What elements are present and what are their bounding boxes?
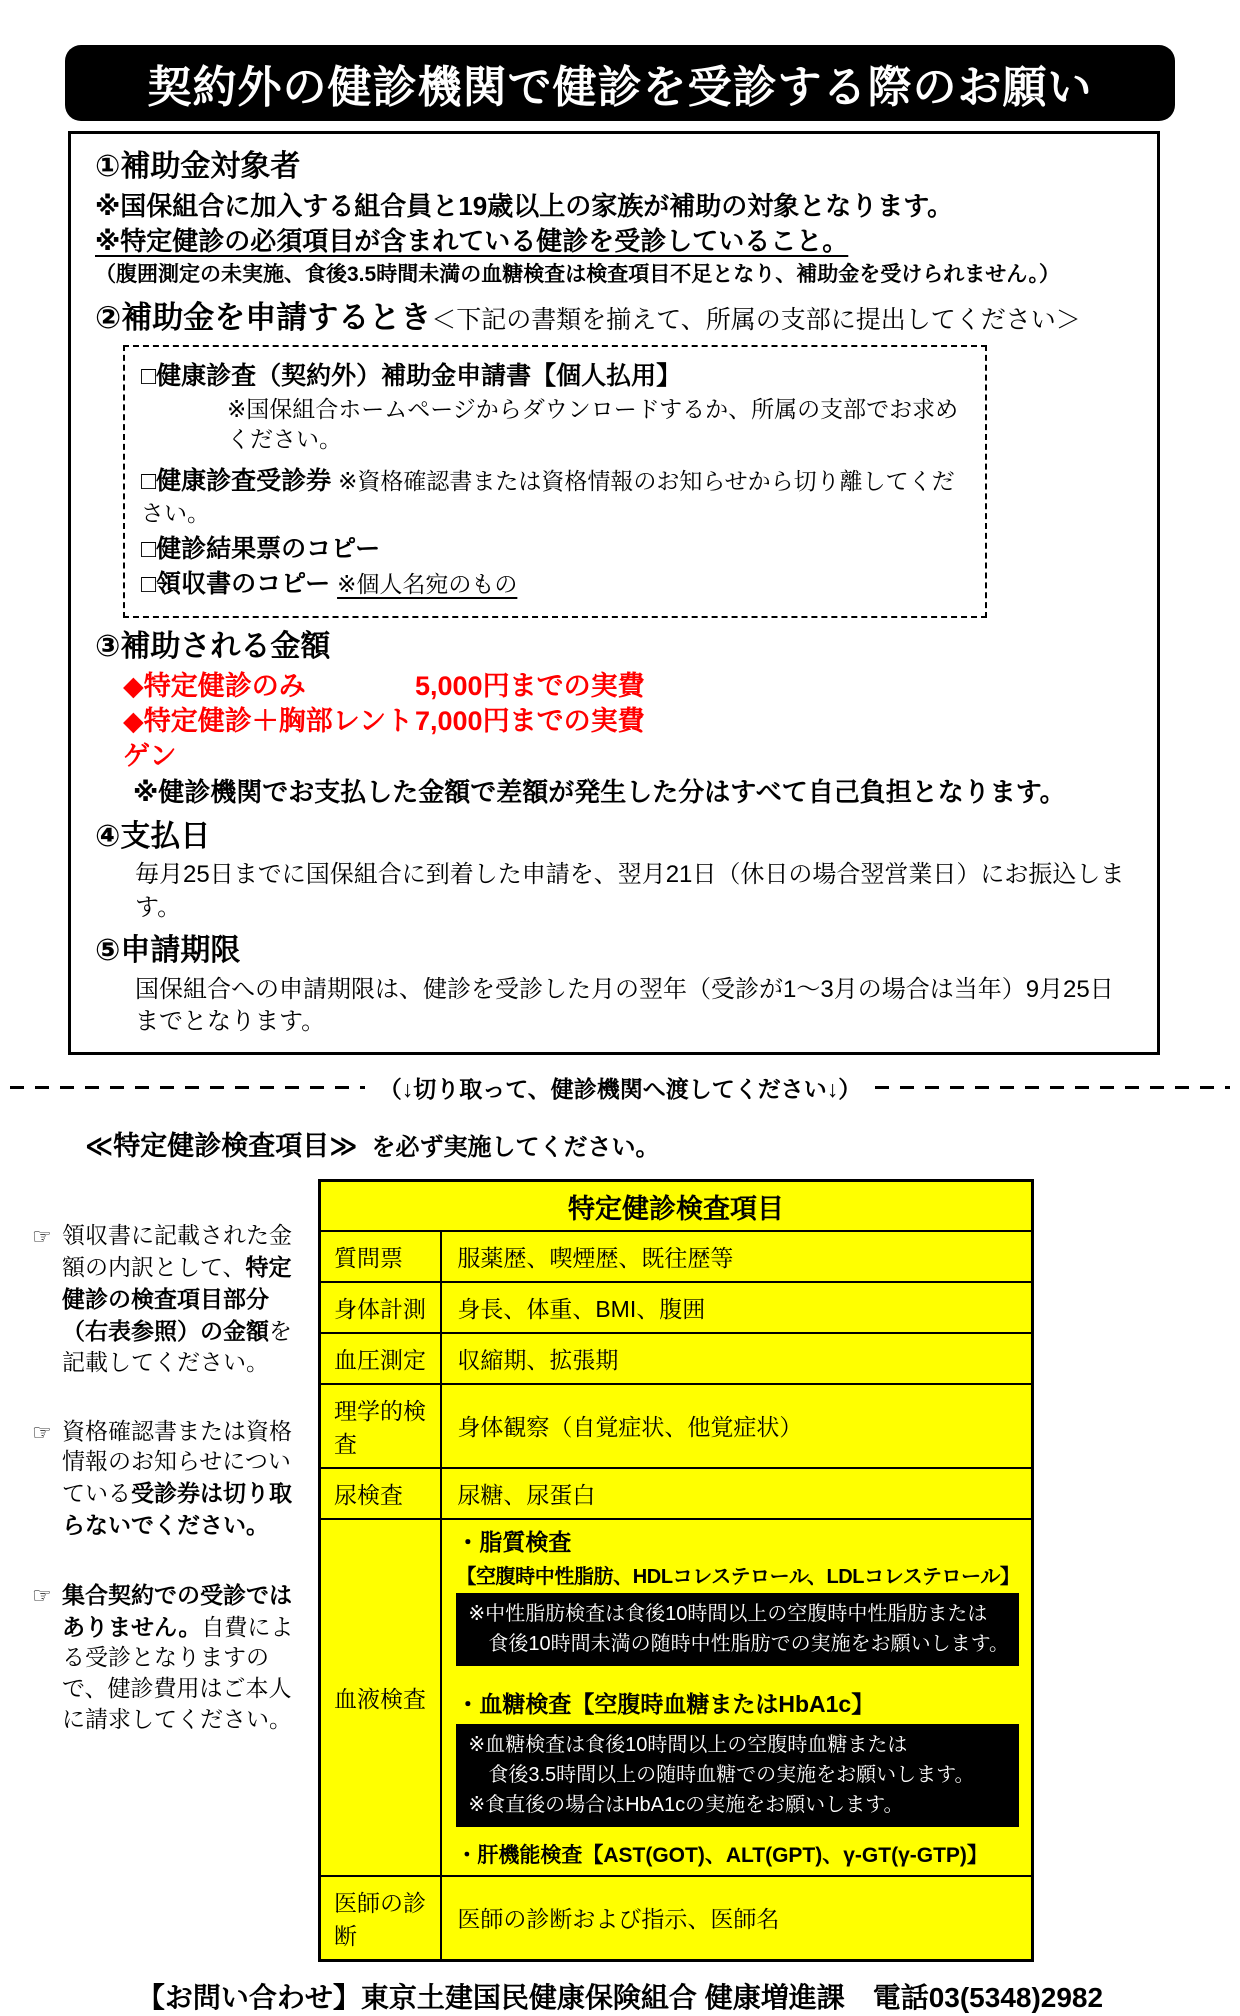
section1-note: （腹囲測定の未実施、食後3.5時間未満の血糖検査は検査項目不足となり、補助金を受けられません。） [95,263,1060,287]
section2-heading [95,298,1133,338]
row-value-cell: 服薬歴、喫煙歴、既往歴等 [441,1231,1032,1282]
subsidy-amount-value: 5,000円までの実費 [415,671,645,702]
table-title-row [320,1181,1033,1231]
exam-items-subheader-bracket: ≪特定健診検査項目≫ [85,1131,358,1162]
subsidy-amount-value: 7,000円までの実費 [415,706,645,737]
side-note-contract: ☞ 集合契約での受診ではありません。自費による受診となりますので、健診費用はご本人に請求してください。 [32,1581,294,1733]
checklist-item-application-form-note: ※国保組合ホームページからダウンロードするか、所属の支部でお求めください。 [227,396,959,453]
table-row [320,1384,1033,1468]
side-notes-column [0,1179,318,1961]
subsidy-amount-row [123,669,1133,704]
row-item-cell: 尿検査 [320,1468,442,1519]
section3-note: ※健診機関でお支払した金額で差額が発生した分はすべて自己負担となります。 [133,777,1066,808]
exam-items-subheader [85,1124,1240,1163]
table-row [320,1282,1033,1333]
side-note-receipt: ☞ 領収書に記載された金額の内訳として、特定健診の検査項目部分（右表参照）の金額を記載してください。 [32,1223,292,1375]
exam-items-subheader-rest: を必ず実施してください。 [371,1134,660,1162]
table-title: 特定健診検査項目 [320,1181,1033,1231]
table-row [320,1231,1033,1282]
checklist-item-exam-ticket: □健康診査受診券 ※資格確認書または資格情報のお知らせから切り離してください。 [141,466,955,527]
subsidy-info-box [68,131,1160,1055]
subsidy-amount-row [123,704,1133,773]
row-item-cell: 身体計測 [320,1282,442,1333]
pointing-finger-icon: ☞ [32,1582,52,1608]
section2-heading-main: ②補助金を申請するとき [95,300,432,336]
subsidy-amount-label: ◆特定健診＋胸部レントゲン [123,706,414,771]
section4-heading: ④支払日 [95,819,211,853]
blood-test-cell [441,1519,1032,1876]
cut-line [10,1071,1230,1104]
subsidy-amount-label: ◆特定健診のみ [123,671,306,702]
table-row [320,1876,1033,1961]
lipid-test-detail: 【空腹時中性脂肪、HDLコレステロール、LDLコレステロール】 [456,1565,1020,1588]
row-value-cell: 尿糖、尿蛋白 [441,1468,1032,1519]
row-item-cell: 血液検査 [320,1519,442,1876]
cut-line-label: （↓切り取って、健診機関へ渡してください↓） [378,1076,862,1103]
checklist-item-exam-ticket-note: ※資格確認書または資格情報のお知らせから切り離してください。 [141,467,955,527]
row-value-cell: 身体観察（自覚症状、他覚症状） [441,1384,1032,1468]
table-row [320,1333,1033,1384]
checklist-item-receipt-copy-note: ※個人名宛のもの [337,571,518,598]
row-value-cell: 収縮期、拡張期 [441,1333,1032,1384]
contact-info: 【お問い合わせ】東京土建国民健康保険組合 健康増進課 電話03(5348)2982 [136,1981,1104,2013]
row-value-cell: 身長、体重、BMI、腹囲 [441,1282,1032,1333]
row-item-cell: 血圧測定 [320,1333,442,1384]
pointing-finger-icon: ☞ [32,1224,52,1250]
cut-line-dash-right [875,1086,1230,1089]
row-item-cell: 医師の診断 [320,1876,442,1961]
section5-body: 国保組合への申請期限は、健診を受診した月の翌年（受診が1～3月の場合は当年）9月25日までとなります。 [135,975,1114,1036]
section1-line2: ※特定健診の必須項目が含まれている健診を受診していること。 [95,226,849,257]
section4-body: 毎月25日までに国保組合に到着した申請を、翌月21日（休日の場合翌営業日）にお振込します。 [135,861,1125,921]
glucose-test-title: ・血糖検査【空腹時血糖またはHbA1c】 [456,1690,875,1717]
document-checklist-box [123,345,987,618]
pointing-finger-icon: ☞ [32,1419,52,1445]
checklist-item-result-copy: □健診結果票のコピー [141,534,381,563]
cut-line-dash-left [10,1086,365,1089]
section1-line1: ※国保組合に加入する組合員と19歳以上の家族が補助の対象となります。 [95,190,954,221]
checklist-item-receipt-copy: □領収書のコピー ※個人名宛のもの [141,570,518,599]
checklist-item-application-form: □健康診査（契約外）補助金申請書【個人払用】 [141,361,682,390]
row-value-cell: 医師の診断および指示、医師名 [441,1876,1032,1961]
table-row-blood [320,1519,1033,1876]
page-title: 契約外の健診機関で健診を受診する際のお願い [147,63,1093,112]
lipid-test-title: ・脂質検査 [456,1528,572,1555]
row-item-cell: 理学的検査 [320,1384,442,1468]
page-title-banner [65,45,1175,121]
section2-heading-note: ＜下記の書類を揃えて、所属の支部に提出してください＞ [431,306,1081,335]
side-note-ticket: ☞ 資格確認書または資格情報のお知らせについている受診券は切り取らないでください。 [32,1418,292,1538]
table-row [320,1468,1033,1519]
section5-heading: ⑤申請期限 [95,934,241,968]
section3-heading: ③補助される金額 [95,629,331,663]
exam-items-table [318,1179,1034,1961]
row-item-cell: 質問票 [320,1231,442,1282]
section1-heading: ①補助金対象者 [95,150,301,183]
liver-test-title: ・肝機能検査【AST(GOT)、ALT(GPT)、γ-GT(γ-GTP)】 [456,1843,988,1867]
blood-test-warning-note: ※中性脂肪検査は食後10時間以上の空腹時中性脂肪または 食後10時間未満の随時中性脂肪での実施をお願いします。 [456,1593,1019,1666]
blood-test-warning-note: ※血糖検査は食後10時間以上の空腹時血糖または 食後3.5時間以上の随時血糖での実施をお願いします。 ※食直後の場合はHbA1cの実施をお願いします。 [456,1724,1019,1827]
